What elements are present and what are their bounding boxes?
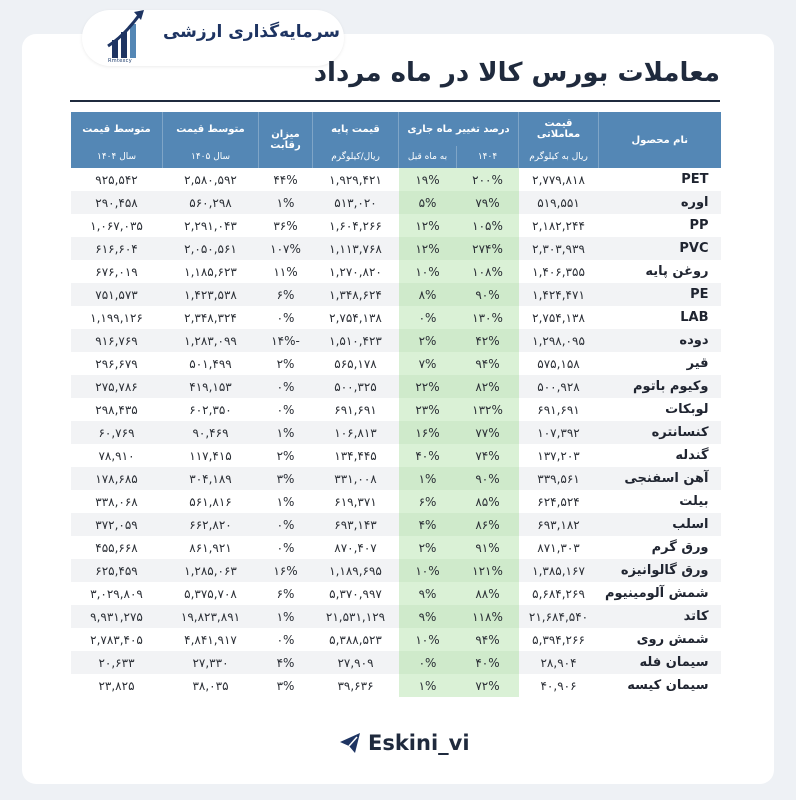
table-row xyxy=(71,329,721,352)
cell-change-year: ۱۲۱% xyxy=(457,559,519,582)
table-row xyxy=(71,214,721,237)
cell-avg-1404: ۳,۰۲۹,۸۰۹ xyxy=(90,586,143,601)
cell-change-year: ۹۴% xyxy=(457,628,519,651)
cell-avg-1405: ۶۶۲,۸۲۰ xyxy=(163,513,259,536)
cell-avg-1404: ۲۹۶,۶۷۹ xyxy=(95,356,138,371)
cell-avg-1405: ۲,۰۵۰,۵۶۱ xyxy=(163,237,259,260)
table-row xyxy=(71,398,721,421)
cell-change-year: ۷۲% xyxy=(457,674,519,697)
cell-base-price: ۵۰۰,۳۲۵ xyxy=(313,375,399,398)
cell-competition: ۰% xyxy=(259,375,313,398)
cell-competition: ۰% xyxy=(259,513,313,536)
cell-avg-1404: ۹,۹۳۱,۲۷۵ xyxy=(71,605,163,628)
cell-base-price: ۱,۱۱۳,۷۶۸ xyxy=(313,237,399,260)
cell-product: گندله xyxy=(675,448,709,463)
cell-trade-price: ۸۷۱,۳۰۳ xyxy=(537,540,580,555)
cell-change-year: ۱۳۲% xyxy=(457,398,519,421)
cell-change-mom: ۱۰% xyxy=(399,260,457,283)
table-row xyxy=(71,536,721,559)
cell-trade-price: ۲,۳۰۳,۹۳۹ xyxy=(519,237,599,260)
table-row xyxy=(71,260,721,283)
cell-change-year: ۸۶% xyxy=(457,513,519,536)
cell-avg-1404: ۴۵۵,۶۶۸ xyxy=(95,540,138,555)
table-row xyxy=(71,651,721,674)
cell-change-year: ۸۲% xyxy=(457,375,519,398)
cell-trade-price: ۶۹۱,۶۹۱ xyxy=(537,402,580,417)
cell-avg-1404: ۱,۱۹۹,۱۲۶ xyxy=(90,310,143,325)
cell-competition: ۰% xyxy=(276,402,295,417)
cell-competition: ۱۰۷% xyxy=(259,237,313,260)
cell-change-mom: ۱% xyxy=(399,674,457,697)
cell-change-mom: ۱۶% xyxy=(399,421,457,444)
cell-change-mom: ۹% xyxy=(399,605,457,628)
cell-change-year: ۹۴% xyxy=(457,352,519,375)
cell-product: PVC xyxy=(599,237,721,260)
table-row xyxy=(71,674,721,697)
cell-base-price: ۳۳۱,۰۰۸ xyxy=(313,467,399,490)
commodity-table xyxy=(70,112,721,697)
title-divider xyxy=(70,100,720,102)
cell-avg-1404: ۶۱۶,۶۰۴ xyxy=(71,237,163,260)
cell-avg-1404: ۹۱۶,۷۶۹ xyxy=(71,329,163,352)
cell-trade-price: ۵,۳۹۴,۲۶۶ xyxy=(532,632,585,647)
cell-avg-1404: ۱۷۸,۶۸۵ xyxy=(71,467,163,490)
header-competition: میزان رقابت xyxy=(259,112,313,168)
cell-avg-1404: ۹۲۵,۵۴۲ xyxy=(95,172,138,187)
cell-avg-1404: ۳۳۸,۰۶۸ xyxy=(95,494,138,509)
subheader-trade-unit: ریال به کیلوگرم xyxy=(519,146,599,168)
cell-avg-1405: ۵,۳۷۵,۷۰۸ xyxy=(184,586,237,601)
cell-product: سیمان کیسه xyxy=(627,678,709,693)
cell-product: دوده xyxy=(599,329,721,352)
telegram-icon xyxy=(337,730,363,756)
brand-name: سرمایه‌گذاری ارزشی xyxy=(162,22,340,42)
cell-change-year: ۲۷۴% xyxy=(457,237,519,260)
cell-product: ورق گالوانیزه xyxy=(599,559,721,582)
cell-avg-1405: ۶۰۲,۳۵۰ xyxy=(189,402,232,417)
cell-product: PE xyxy=(599,283,721,306)
cell-change-year: ۲۰۰% xyxy=(457,168,519,191)
cell-competition: ۳% xyxy=(259,467,313,490)
cell-trade-price: ۲۱,۶۸۴,۵۴۰ xyxy=(519,605,599,628)
table-header-row xyxy=(71,112,721,146)
cell-trade-price: ۶۹۳,۱۸۲ xyxy=(519,513,599,536)
cell-product: آهن اسفنجی xyxy=(599,467,721,490)
cell-base-price: ۵۱۳,۰۲۰ xyxy=(313,191,399,214)
cell-change-year: ۷۹% xyxy=(457,191,519,214)
cell-competition: ۶% xyxy=(276,586,295,601)
cell-change-year: ۷۷% xyxy=(457,421,519,444)
subheader-change-year: ۱۴۰۴ xyxy=(457,146,519,168)
header-change: درصد تغییر ماه جاری xyxy=(399,112,519,146)
cell-base-price: ۱۰۶,۸۱۳ xyxy=(313,421,399,444)
table-body xyxy=(71,168,721,697)
table-row xyxy=(71,191,721,214)
table-row xyxy=(71,513,721,536)
cell-trade-price: ۱۰۷,۳۹۲ xyxy=(519,421,599,444)
cell-base-price: ۱,۹۲۹,۴۲۱ xyxy=(329,172,382,187)
cell-avg-1405: ۳۰۴,۱۸۹ xyxy=(163,467,259,490)
cell-avg-1404: ۶۲۵,۴۵۹ xyxy=(71,559,163,582)
cell-change-mom: ۴% xyxy=(399,513,457,536)
cell-base-price: ۲۷,۹۰۹ xyxy=(313,651,399,674)
cell-change-mom: ۱% xyxy=(399,467,457,490)
cell-competition: ۳% xyxy=(276,678,295,693)
cell-change-mom: ۵% xyxy=(399,191,457,214)
cell-avg-1405: ۲,۲۹۱,۰۴۳ xyxy=(184,218,237,233)
cell-base-price: ۱,۳۴۸,۶۲۴ xyxy=(313,283,399,306)
cell-avg-1405: ۱,۲۸۵,۰۶۳ xyxy=(163,559,259,582)
cell-competition: ۰% xyxy=(276,540,295,555)
cell-base-price: ۳۹,۶۳۶ xyxy=(337,678,374,693)
cell-avg-1405: ۴,۸۴۱,۹۱۷ xyxy=(184,632,237,647)
cell-product: PP xyxy=(689,218,709,233)
table-row xyxy=(71,421,721,444)
table-row xyxy=(71,283,721,306)
cell-base-price: ۱۳۴,۴۴۵ xyxy=(334,448,377,463)
cell-base-price: ۶۹۱,۶۹۱ xyxy=(334,402,377,417)
cell-base-price: ۵,۳۷۰,۹۹۷ xyxy=(329,586,382,601)
table-row xyxy=(71,352,721,375)
cell-trade-price: ۵۱۹,۵۵۱ xyxy=(519,191,599,214)
cell-competition: ۰% xyxy=(276,632,295,647)
table-row xyxy=(71,605,721,628)
cell-competition: ۲% xyxy=(276,356,295,371)
cell-change-mom: ۱۹% xyxy=(399,168,457,191)
cell-product: قیر xyxy=(686,356,709,371)
table-row xyxy=(71,559,721,582)
cell-trade-price: ۲۸,۹۰۴ xyxy=(519,651,599,674)
cell-change-mom: ۲% xyxy=(399,329,457,352)
header-base-price: قیمت پایه xyxy=(313,112,399,146)
header-trade-price: قیمت معاملاتی xyxy=(519,112,599,146)
cell-trade-price: ۲,۷۵۴,۱۳۸ xyxy=(532,310,585,325)
cell-trade-price: ۱,۴۲۴,۴۷۱ xyxy=(519,283,599,306)
cell-base-price: ۵,۳۸۸,۵۲۳ xyxy=(329,632,382,647)
cell-change-year: ۹۰% xyxy=(457,283,519,306)
cell-product: شمش آلومینیوم xyxy=(604,586,709,601)
cell-base-price: ۱,۵۱۰,۴۲۳ xyxy=(313,329,399,352)
cell-avg-1404: ۱,۰۶۷,۰۳۵ xyxy=(90,218,143,233)
cell-avg-1405: ۱,۱۸۵,۶۲۳ xyxy=(184,264,237,279)
cell-product: LAB xyxy=(680,310,709,325)
cell-change-year: ۹۰% xyxy=(457,467,519,490)
cell-competition: ۱% xyxy=(259,605,313,628)
cell-base-price: ۸۷۰,۴۰۷ xyxy=(334,540,377,555)
table-row xyxy=(71,490,721,513)
cell-base-price: ۲۱,۵۳۱,۱۲۹ xyxy=(313,605,399,628)
cell-change-year: ۷۴% xyxy=(457,444,519,467)
cell-competition: ۴% xyxy=(259,651,313,674)
cell-avg-1405: ۱۱۷,۴۱۵ xyxy=(189,448,232,463)
cell-avg-1405: ۴۱۹,۱۵۳ xyxy=(163,375,259,398)
cell-avg-1404: ۲۳,۸۲۵ xyxy=(98,678,135,693)
cell-avg-1405: ۹۰,۴۶۹ xyxy=(163,421,259,444)
cell-change-year: ۴۲% xyxy=(457,329,519,352)
cell-avg-1405: ۸۶۱,۹۲۱ xyxy=(189,540,232,555)
subheader-change-mom: به ماه قبل xyxy=(399,146,457,168)
cell-change-year: ۱۳۰% xyxy=(457,306,519,329)
cell-change-mom: ۰% xyxy=(399,306,457,329)
cell-product: کاتد xyxy=(599,605,721,628)
cell-avg-1404: ۲۰,۶۳۳ xyxy=(71,651,163,674)
table-row xyxy=(71,168,721,191)
cell-trade-price: ۲,۱۸۲,۲۴۴ xyxy=(532,218,585,233)
cell-competition: ۱% xyxy=(276,494,295,509)
header-product: نام محصول xyxy=(599,112,721,168)
cell-change-year: ۱۰۵% xyxy=(457,214,519,237)
cell-product: اوره xyxy=(599,191,721,214)
cell-avg-1405: ۲,۳۴۸,۳۲۴ xyxy=(184,310,237,325)
cell-change-mom: ۰% xyxy=(399,651,457,674)
cell-competition: ۱۶% xyxy=(259,559,313,582)
cell-avg-1405: ۱,۲۸۳,۰۹۹ xyxy=(163,329,259,352)
cell-change-mom: ۱۲% xyxy=(399,237,457,260)
cell-avg-1405: ۲۷,۳۳۰ xyxy=(163,651,259,674)
cell-avg-1404: ۷۵۱,۵۷۳ xyxy=(71,283,163,306)
cell-change-year: ۴۰% xyxy=(457,651,519,674)
cell-competition: ۱۱% xyxy=(273,264,298,279)
cell-trade-price: ۵۷۵,۱۵۸ xyxy=(537,356,580,371)
table-row xyxy=(71,375,721,398)
cell-product: اسلب xyxy=(599,513,721,536)
cell-base-price: ۲,۷۵۴,۱۳۸ xyxy=(329,310,382,325)
cell-trade-price: ۳۳۹,۵۶۱ xyxy=(519,467,599,490)
subheader-avg-1405: سال ۱۴۰۵ xyxy=(163,146,259,168)
cell-change-year: ۹۱% xyxy=(457,536,519,559)
cell-base-price: ۱,۶۰۴,۲۶۶ xyxy=(329,218,382,233)
cell-competition: ۳۶% xyxy=(273,218,298,233)
cell-product: PET xyxy=(681,172,709,187)
table-row xyxy=(71,237,721,260)
cell-product: ورق گرم xyxy=(651,540,709,555)
cell-competition: ۴۴% xyxy=(273,172,298,187)
cell-trade-price: ۱,۳۸۵,۱۶۷ xyxy=(519,559,599,582)
cell-base-price: ۵۶۵,۱۷۸ xyxy=(334,356,377,371)
cell-competition: -۱۴% xyxy=(259,329,313,352)
cell-product: شمش روی xyxy=(636,632,709,647)
cell-base-price: ۱,۲۷۰,۸۲۰ xyxy=(329,264,382,279)
cell-change-mom: ۹% xyxy=(399,582,457,605)
table-row xyxy=(71,444,721,467)
cell-change-mom: ۲۲% xyxy=(399,375,457,398)
cell-avg-1405: ۵۶۱,۸۱۶ xyxy=(189,494,232,509)
cell-trade-price: ۵۰۰,۹۲۸ xyxy=(519,375,599,398)
cell-change-mom: ۱۲% xyxy=(399,214,457,237)
cell-avg-1405: ۲,۵۸۰,۵۹۲ xyxy=(184,172,237,187)
cell-avg-1405: ۵۰۱,۴۹۹ xyxy=(189,356,232,371)
cell-avg-1404: ۶۰,۷۶۹ xyxy=(71,421,163,444)
table-row xyxy=(71,582,721,605)
logo-caption: Rmtexcy xyxy=(108,58,132,64)
cell-trade-price: ۱,۴۰۶,۳۵۵ xyxy=(532,264,585,279)
table-row xyxy=(71,467,721,490)
cell-change-mom: ۶% xyxy=(399,490,457,513)
cell-change-year: ۱۱۸% xyxy=(457,605,519,628)
page-title: معاملات بورس کالا در ماه مرداد xyxy=(313,58,720,88)
header-avg-1405: متوسط قیمت xyxy=(163,112,259,146)
cell-product: بیلت xyxy=(679,494,709,509)
cell-change-mom: ۲% xyxy=(399,536,457,559)
cell-competition: ۲% xyxy=(276,448,295,463)
cell-avg-1405: ۱۹,۸۲۳,۸۹۱ xyxy=(163,605,259,628)
cell-product: روغن پایه xyxy=(645,264,709,279)
cell-product: لوبکات xyxy=(665,402,709,417)
cell-trade-price: ۱۳۷,۲۰۳ xyxy=(537,448,580,463)
cell-avg-1405: ۵۶۰,۲۹۸ xyxy=(163,191,259,214)
table-row xyxy=(71,628,721,651)
cell-change-mom: ۴۰% xyxy=(399,444,457,467)
cell-avg-1404: ۷۸,۹۱۰ xyxy=(98,448,135,463)
cell-avg-1404: ۲,۷۸۳,۴۰۵ xyxy=(90,632,143,647)
cell-avg-1404: ۲۹۰,۴۵۸ xyxy=(71,191,163,214)
cell-change-year: ۸۵% xyxy=(457,490,519,513)
cell-competition: ۶% xyxy=(259,283,313,306)
cell-avg-1405: ۳۸,۰۳۵ xyxy=(192,678,229,693)
cell-change-mom: ۱۰% xyxy=(399,559,457,582)
cell-change-mom: ۲۳% xyxy=(399,398,457,421)
cell-change-mom: ۷% xyxy=(399,352,457,375)
cell-change-year: ۱۰۸% xyxy=(457,260,519,283)
header-avg-1404: متوسط قیمت xyxy=(71,112,163,146)
cell-change-year: ۸۸% xyxy=(457,582,519,605)
cell-avg-1404: ۶۷۶,۰۱۹ xyxy=(95,264,138,279)
cell-product: سیمان فله xyxy=(599,651,721,674)
cell-base-price: ۱,۱۸۹,۶۹۵ xyxy=(313,559,399,582)
cell-trade-price: ۱,۲۹۸,۰۹۵ xyxy=(519,329,599,352)
cell-base-price: ۶۹۳,۱۴۳ xyxy=(313,513,399,536)
cell-competition: ۱% xyxy=(259,421,313,444)
cell-competition: ۱% xyxy=(259,191,313,214)
cell-trade-price: ۲,۷۷۹,۸۱۸ xyxy=(532,172,585,187)
cell-trade-price: ۴۰,۹۰۶ xyxy=(540,678,577,693)
cell-avg-1404: ۳۷۲,۰۵۹ xyxy=(71,513,163,536)
subheader-base-unit: ریال/کیلوگرم xyxy=(313,146,399,168)
table-row xyxy=(71,306,721,329)
cell-product: وکیوم باتوم xyxy=(599,375,721,398)
cell-base-price: ۶۱۹,۳۷۱ xyxy=(334,494,377,509)
subheader-avg-1404: سال ۱۴۰۴ xyxy=(71,146,163,168)
cell-trade-price: ۵,۶۸۴,۲۶۹ xyxy=(532,586,585,601)
cell-change-mom: ۸% xyxy=(399,283,457,306)
cell-trade-price: ۶۲۴,۵۲۴ xyxy=(537,494,580,509)
cell-avg-1404: ۲۷۵,۷۸۶ xyxy=(71,375,163,398)
cell-change-mom: ۱۰% xyxy=(399,628,457,651)
cell-avg-1405: ۱,۴۲۳,۵۳۸ xyxy=(163,283,259,306)
footer-handle: Eskini_vi xyxy=(368,731,470,755)
cell-product: کنسانتره xyxy=(599,421,721,444)
cell-avg-1404: ۲۹۸,۴۳۵ xyxy=(95,402,138,417)
cell-competition: ۰% xyxy=(276,310,295,325)
